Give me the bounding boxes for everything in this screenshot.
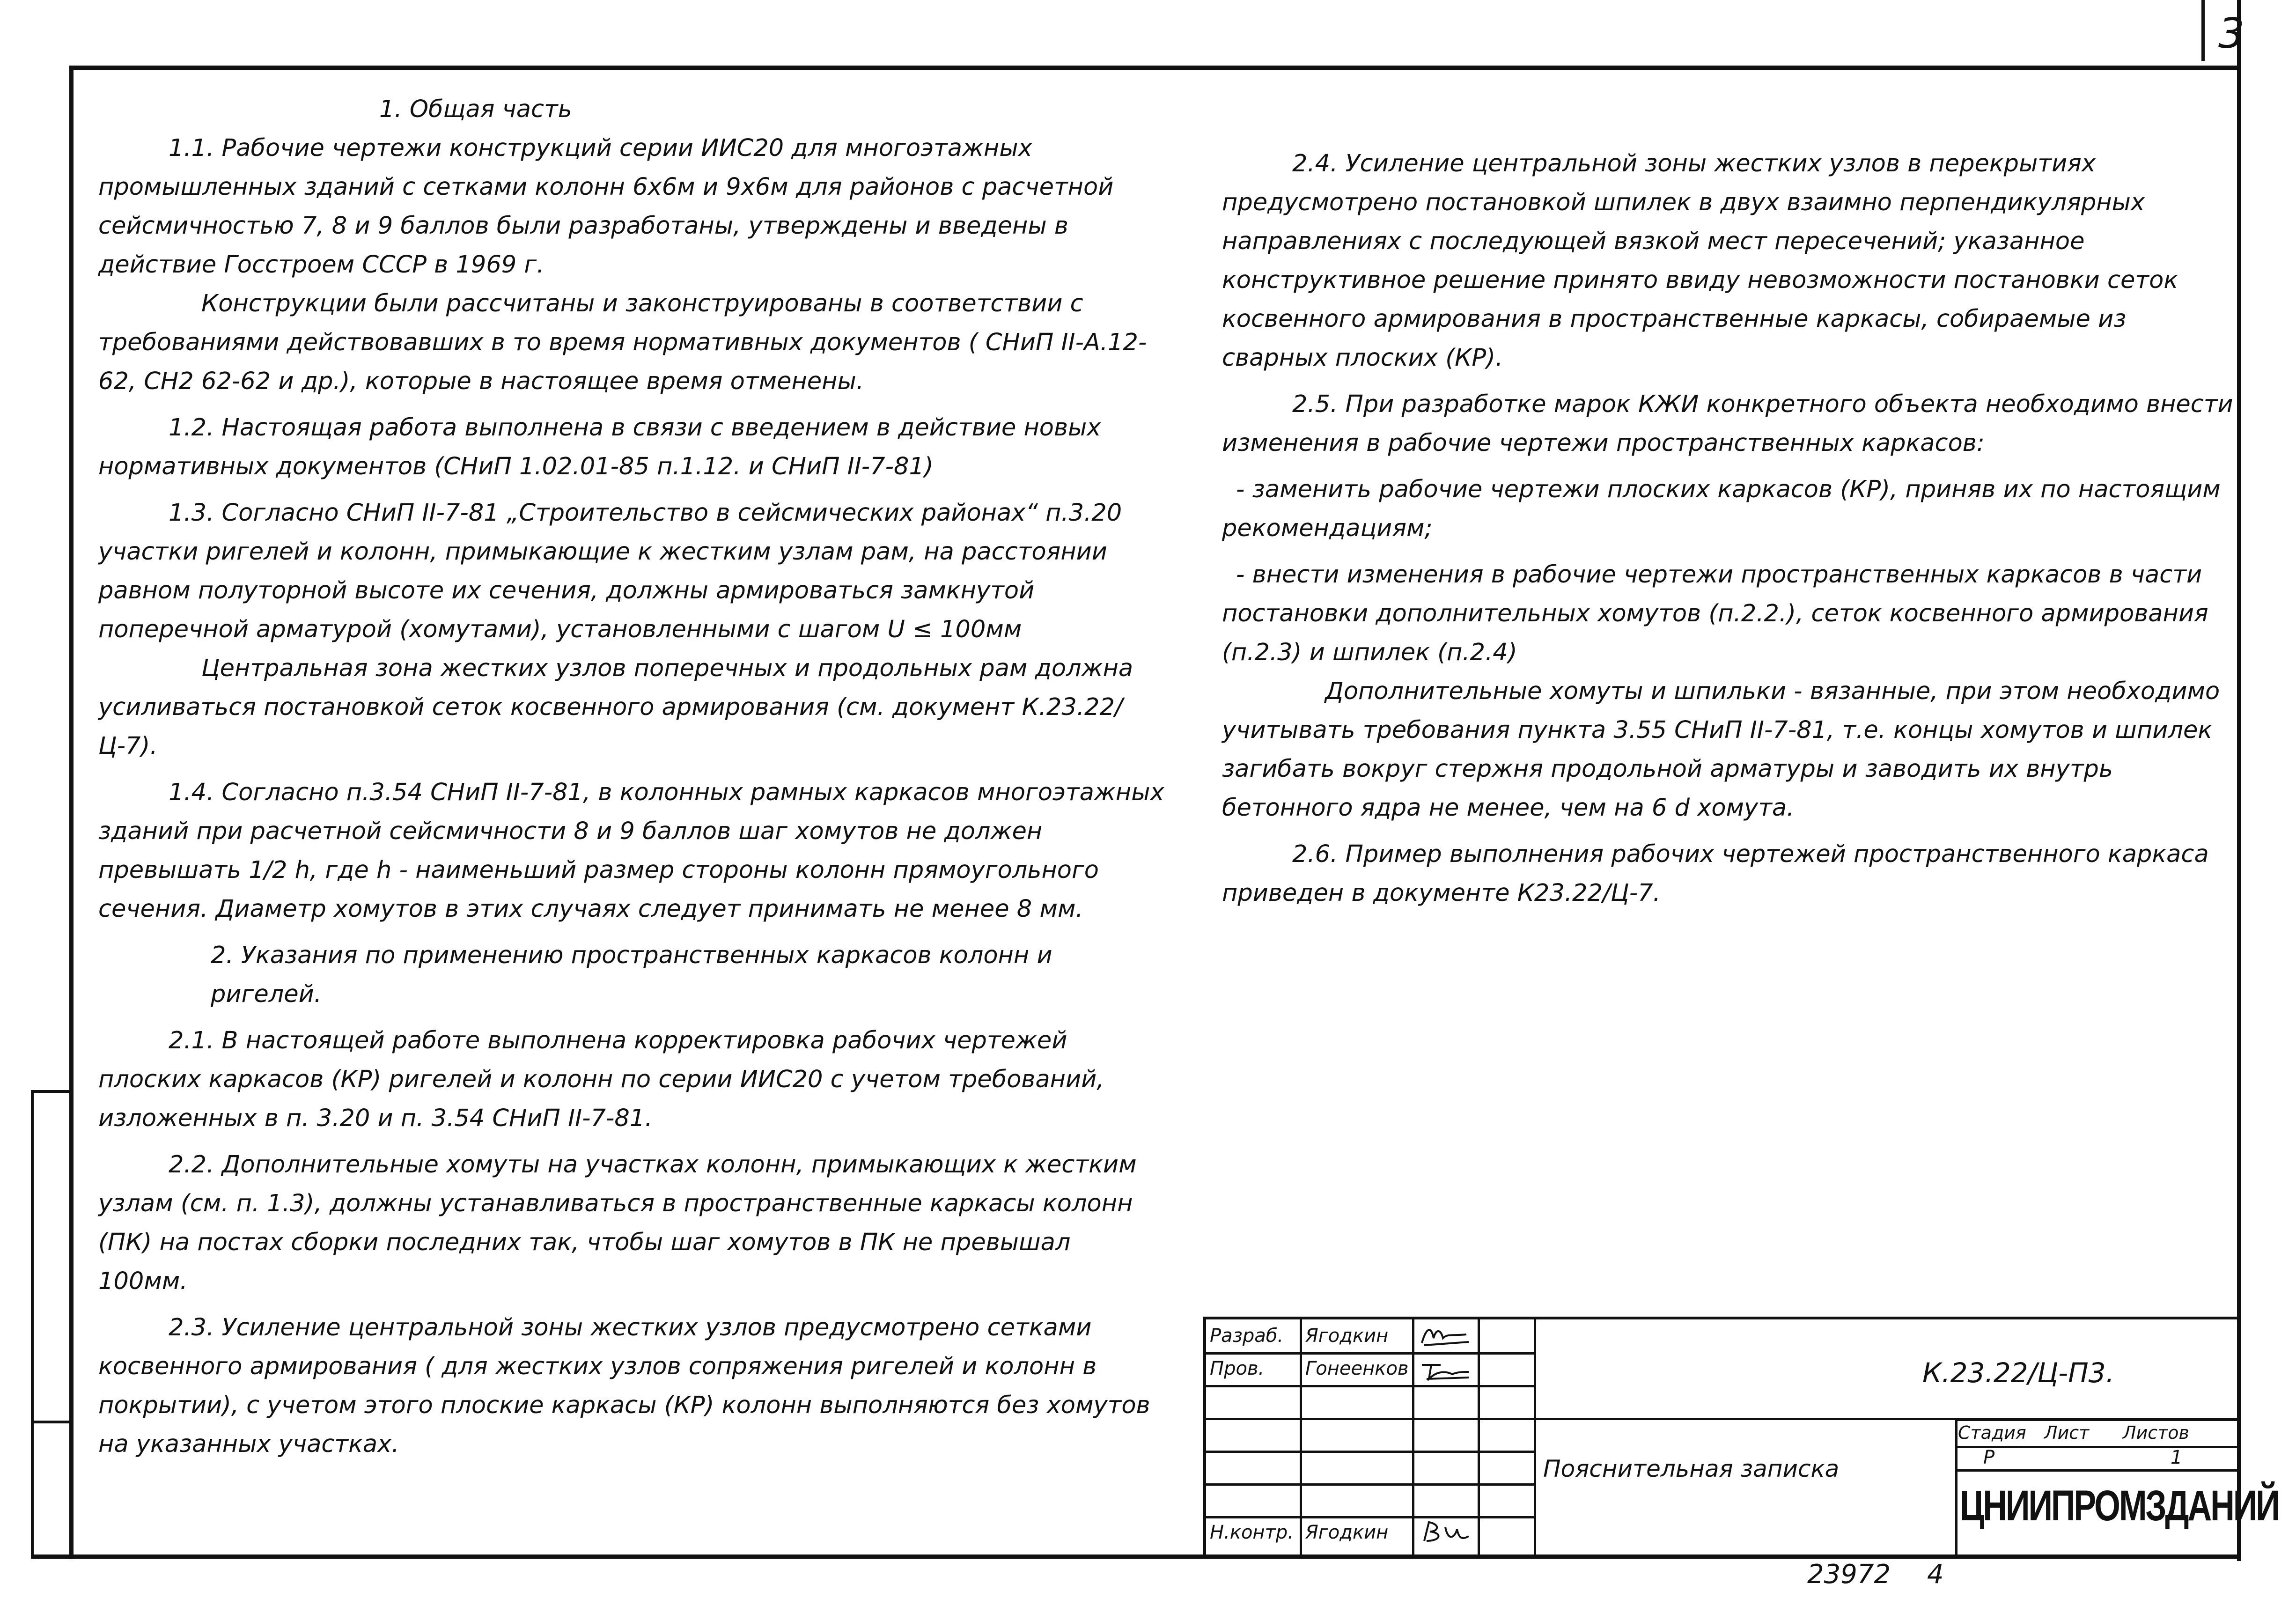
sheets-header: Листов (2123, 1422, 2189, 1443)
frame-left-border (69, 66, 74, 1559)
tb-row-divider (1206, 1352, 1534, 1355)
binding-strip-divider (34, 1421, 69, 1423)
paragraph-1-1-cont: Конструкции были рассчитаны и законструированы в соответствии с требованиями действовавших в то время нормативных документов ( СНиП II-А.12-62, СН2 62-62 и др.), которые в настоящее время отменены. (98, 290, 1147, 395)
tb-stage-row-divider (1955, 1446, 2240, 1448)
tb-name-developer: Ягодкин (1305, 1325, 1389, 1347)
binding-strip (31, 1090, 69, 1558)
sheet-header: Лист (2044, 1422, 2090, 1443)
tb-col-divider (1534, 1319, 1536, 1556)
section-heading: 1. Общая часть (379, 96, 572, 123)
organization-name: ЦНИИПРОМЗДАНИЙ (1960, 1482, 2279, 1530)
tb-row-divider (1206, 1516, 1534, 1518)
copy-number: 4 (1927, 1559, 1944, 1590)
tb-role-checker: Пров. (1210, 1358, 1265, 1379)
right-text-column (1222, 144, 2233, 913)
document-code: К.23.22/Ц-П3. (1922, 1357, 2115, 1389)
tb-name-norm-control: Ягодкин (1305, 1522, 1389, 1543)
paragraph-2-5-item-2: - внести изменения в рабочие чертежи пространственных каркасов в части постановки дополнительных хомутов (п.2.2.), сеток косвенного армирования (п.2.3) и шпилек (п.2.4) (1222, 561, 2208, 666)
tb-col-divider (1478, 1319, 1480, 1556)
document-title: Пояснительная записка (1543, 1455, 1840, 1482)
signature-2-icon (1420, 1358, 1471, 1381)
signature-3-icon (1420, 1520, 1471, 1543)
sheets-value: 1 (2171, 1447, 2183, 1468)
inventory-number (1807, 1559, 1944, 1590)
paragraph-2-5: 2.5. При разработке марок КЖИ конкретного объекта необходимо внести изменения в рабочие чертежи пространственных каркасов: (1222, 390, 2233, 457)
frame-right-border (2237, 0, 2241, 1561)
title-block (1203, 1317, 2279, 1556)
tb-role-norm-control: Н.контр. (1210, 1522, 1294, 1543)
paragraph-1-3: 1.3. Согласно СНиП II-7-81 „Строительство в сейсмических районах“ п.3.20 участки ригелей и колонн, примыкающие к жестким узлам рам, на расстоянии равном полуторной высоте их сечения, должны армироваться замкнутой поперечной арматурой (хомутами), установленными с шагом U ≤ 100мм (98, 499, 1122, 643)
paragraph-1-2: 1.2. Настоящая работа выполнена в связи с введением в действие новых нормативных документов (СНиП 1.02.01-85 п.1.12. и СНиП II-7-81) (98, 414, 1101, 480)
paragraph-2-4: 2.4. Усиление центральной зоны жестких узлов в перекрытиях предусмотрено постановкой шпилек в двух взаимно перпендикулярных направлениях с последующей вязкой мест пересечений; указанное конструктивное решение принято ввиду невозможности постановки сеток косвенного армирования в пространственные каркасы, собираемые из сварных плоских (КР). (1222, 150, 2178, 372)
paragraph-2-2: 2.2. Дополнительные хомуты на участках колонн, примыкающих к жестким узлам (см. п. 1.3), должны устанавливаться в пространственные каркасы колонн (ПК) на постах сборки последних так, чтобы шаг хомутов в ПК не превышал 100мм. (98, 1151, 1137, 1295)
tb-row-divider (1206, 1451, 1534, 1453)
tb-name-checker: Гонеенков (1305, 1358, 1409, 1379)
sheet-number-divider (2201, 0, 2205, 61)
tb-col-divider (1300, 1319, 1302, 1556)
paragraph-2-3: 2.3. Усиление центральной зоны жестких узлов предусмотрено сетками косвенного армирования ( для жестких узлов сопряжения ригелей и колонн в покрытии), с учетом этого плоские каркасы (КР) колонн выполняются без хомутов на указанных участках. (98, 1314, 1150, 1458)
signature-1-icon (1420, 1324, 1471, 1348)
tb-role-developer: Разраб. (1210, 1325, 1284, 1347)
paragraph-2-1: 2.1. В настоящей работе выполнена корректировка рабочих чертежей плоских каркасов (КР) ригелей и колонн по серии ИИС20 с учетом требований, изложенных в п. 3.20 и п. 3.54 СНиП II-7-81. (98, 1027, 1104, 1132)
tb-row-divider (1206, 1385, 1534, 1387)
tb-stage-row-divider (1955, 1419, 2240, 1421)
paragraph-2-5-note: Дополнительные хомуты и шпильки - вязанные, при этом необходимо учитывать требования пункта 3.55 СНиП II-7-81, т.е. концы хомутов и шпилек загибать вокруг стержня продольной арматуры и заводить их внутрь бетонного ядра не менее, чем на 6 d хомута. (1222, 678, 2220, 822)
paragraph-1-1: 1.1. Рабочие чертежи конструкций серии ИИС20 для многоэтажных промышленных зданий с сетками колонн 6х6м и 9х6м для районов с расчетной сейсмичностью 7, 8 и 9 баллов были разработаны, утверждены и введены в действие Госстроем СССР в 1969 г. (98, 134, 1114, 279)
inventory-number-value: 23972 (1807, 1559, 1891, 1590)
tb-col-divider (1412, 1319, 1414, 1556)
paragraph-1-3-cont: Центральная зона жестких узлов поперечных и продольных рам должна усиливаться постановкой сеток косвенного армирования (см. документ К.23.22/Ц-7). (98, 655, 1133, 760)
paragraph-1-4: 1.4. Согласно п.3.54 СНиП II-7-81, в колонных рамных каркасов многоэтажных зданий при расчетной сейсмичности 8 и 9 баллов шаг хомутов не должен превышать 1/2 h, где h - наименьший размер стороны колонн прямоугольного сечения. Диаметр хомутов в этих случаях следует принимать не менее 8 мм. (98, 779, 1164, 923)
tb-row-divider (1206, 1483, 1534, 1486)
tb-stage-row-divider (1955, 1469, 2240, 1472)
frame-top-border (69, 66, 2240, 70)
stage-value: Р (1983, 1447, 1995, 1468)
tb-stage-col-divider (1955, 1418, 1957, 1556)
paragraph-2-5-item-1: - заменить рабочие чертежи плоских каркасов (КР), приняв их по настоящим рекомендациям; (1222, 476, 2221, 542)
sheet-number: 3 (2218, 9, 2244, 58)
section-2-heading: 2. Указания по применению пространственных каркасов колонн и ригелей. (211, 942, 1052, 1008)
stage-header: Стадия (1958, 1422, 2026, 1443)
paragraph-2-6: 2.6. Пример выполнения рабочих чертежей пространственного каркаса приведен в документе К23.22/Ц-7. (1222, 840, 2209, 907)
left-text-column (98, 90, 1166, 1464)
